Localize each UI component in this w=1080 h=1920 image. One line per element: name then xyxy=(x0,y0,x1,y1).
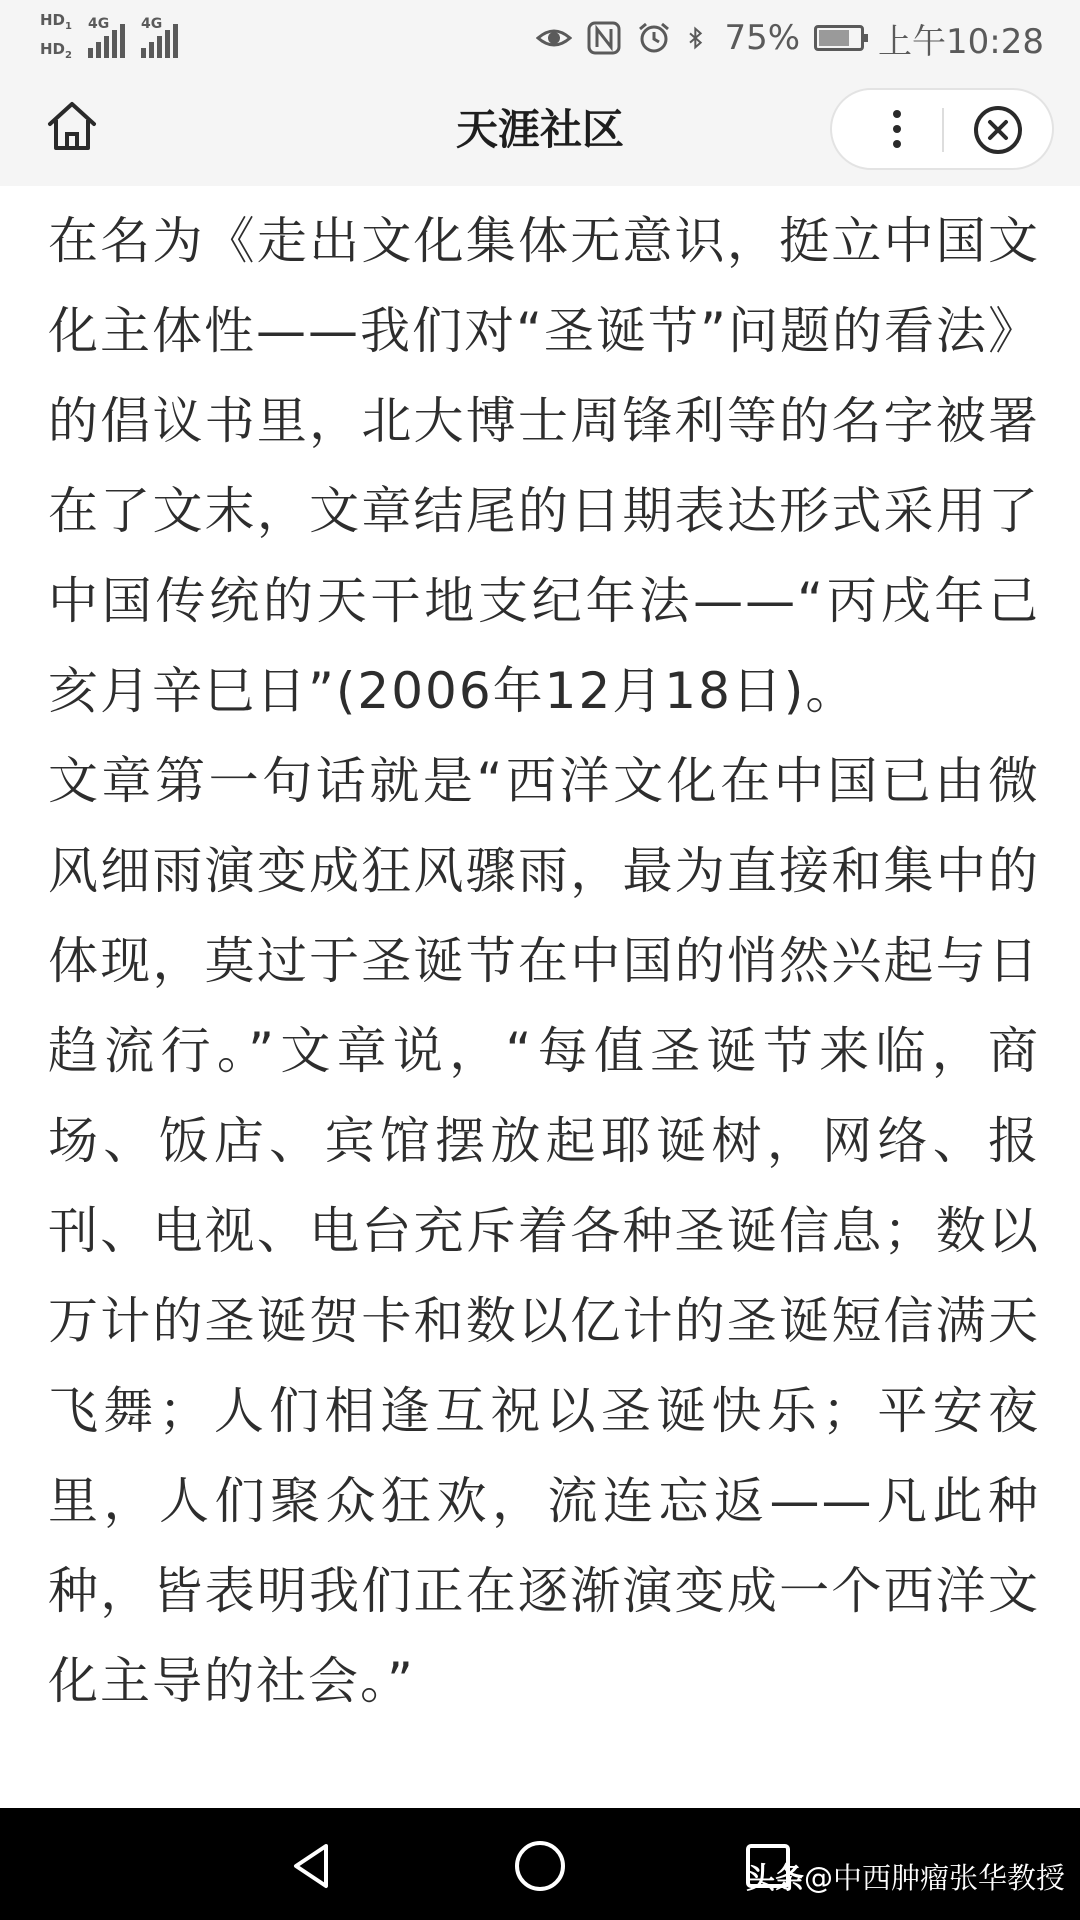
network-type-2: 4G xyxy=(140,16,163,32)
nfc-icon xyxy=(586,20,622,56)
bluetooth-icon xyxy=(686,20,710,56)
status-left xyxy=(40,6,178,70)
battery-level xyxy=(819,30,849,46)
watermark-brand: 头条 xyxy=(746,1861,805,1895)
article-paragraph: 在名为《走出文化集体无意识，挺立中国文化主体性——我们对“圣诞节”问题的看法》的倡议书里，北大博士周锋利等的名字被署在了文末，文章结尾的日期表达形式采用了中国传统的天干地支纪年法——“丙戌年己亥月辛巳日”(2006年12月18日)。 xyxy=(48,212,1040,720)
page-title: 天涯社区 xyxy=(455,105,624,154)
capsule-divider xyxy=(942,108,944,152)
mini-program-navbar xyxy=(0,76,1080,186)
clock: 上午10:28 xyxy=(878,21,1044,62)
battery-icon xyxy=(814,25,864,51)
network-type-1: 4G xyxy=(87,16,110,32)
capsule-menu xyxy=(830,88,1054,170)
status-bar xyxy=(0,0,1080,76)
back-icon[interactable] xyxy=(284,1838,340,1894)
eye-icon xyxy=(536,20,572,56)
signal-2-icon xyxy=(141,18,178,58)
battery-percent: 75% xyxy=(724,18,801,58)
article-body[interactable] xyxy=(48,196,1040,1800)
close-icon[interactable] xyxy=(972,104,1024,156)
alarm-icon xyxy=(636,20,672,56)
hd1-label: $HD_1$ xyxy=(40,11,72,32)
watermark-author: @中西肿瘤张华教授 xyxy=(804,1861,1066,1895)
more-icon[interactable] xyxy=(872,104,922,154)
article-paragraph: 文章第一句话就是“西洋文化在中国已由微风细雨演变成狂风骤雨，最为直接和集中的体现，莫过于圣诞节在中国的悄然兴起与日趋流行。”文章说，“每值圣诞节来临，商场、饭店、宾馆摆放起耶诞树，网络、报刊、电视、电台充斥着各种圣诞信息；数以万计的圣诞贺卡和数以亿计的圣诞短信满天飞舞；人们相逢互祝以圣诞快乐；平安夜里，人们聚众狂欢，流连忘返——凡此种种，皆表明我们正在逐渐演变成一个西洋文化主导的社会。” xyxy=(48,752,1040,1710)
volte-indicators xyxy=(40,11,72,65)
status-right xyxy=(536,0,1044,76)
home-circle-icon[interactable] xyxy=(512,1838,568,1894)
hd2-label: $HD_2$ xyxy=(40,40,72,61)
signal-1-icon xyxy=(88,18,125,58)
watermark xyxy=(746,1858,1065,1898)
